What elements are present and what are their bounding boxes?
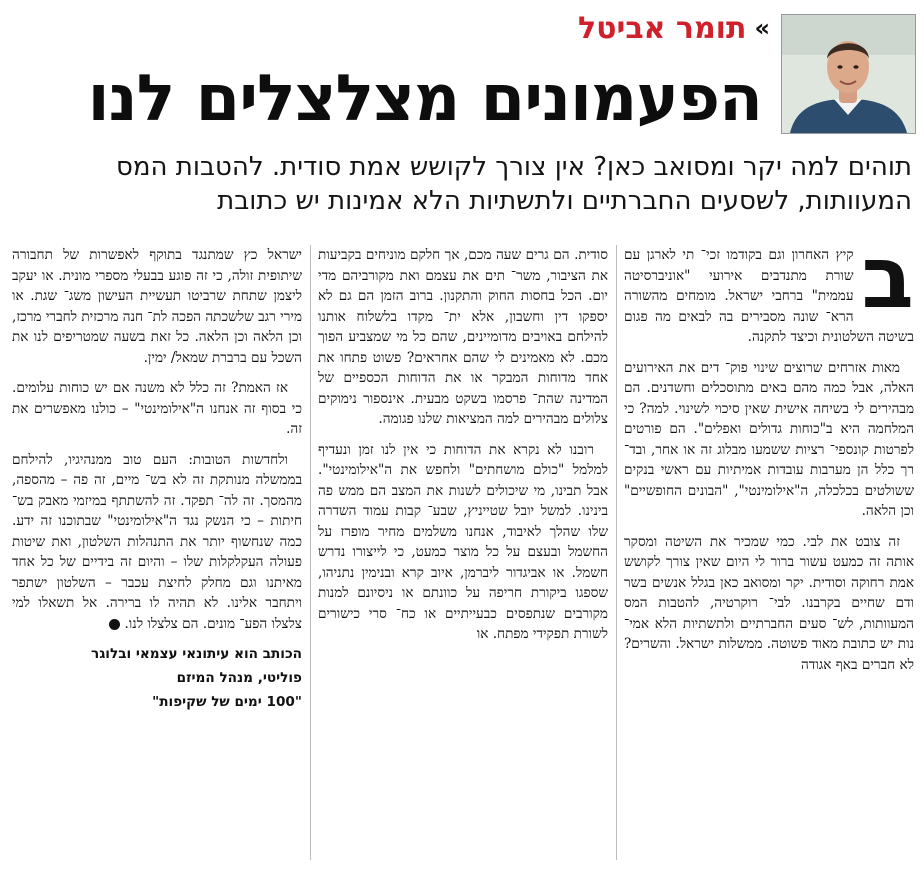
- column-divider: [310, 245, 311, 860]
- headline: הפעמונים מצלצלים לנו: [87, 62, 762, 136]
- paragraph: מאות אזרחים שרוצים שינוי פוק־ דים את האירועים האלה, אבל כמה מהם באים מתוסכלים וחשדנים. הם מבהירים לי בשיחה אישית שאין סיכוי לשינוי. למה? כי המלחמה היא ב"כוחות גדולים ואפלים". הם פורטים לפרטות קונספי־ רציות ששמעו מבלוג זה או אחר, ובד־ רך כלל הן מערבות עובדות אמיתיות עם ראשי בנקים ששולטים בכלכלה, ה"אילומינטי", "הבונים החופשיים" וכן הלאה.: [624, 359, 914, 519]
- article-body: [12, 245, 914, 860]
- paragraph: [624, 245, 914, 348]
- article-column-3: [12, 245, 302, 860]
- paragraph: רובנו לא נקרא את הדוחות כי אין לנו זמן ונעדיף למלמל "כולם מושחתים" ולחפש את ה"אילומינטי". אבל תבינו, מי שיכולים לשנות את המצב הם ממש פה בינינו. למשל יובל שטייניץ, שבע־ קבות עמוד השדרה שלו שהלך לאיבוד, אנחנו משלמים מחיר מופרז על החשמל ובעצם על כל מוצר כמעט, כי לייצורו נדרש חשמל. או אביגדור ליברמן, איוב קרא ובנימין נתניהו, שספגו ביקורת חריפה על כוונתם או ניסיונם למנות מקורבים שנתפסים כבעייתיים או כח־ סרי כישורים לשורת תפקידי מפתח. או: [318, 441, 608, 642]
- paragraph: [12, 450, 302, 635]
- author-note: [12, 642, 302, 714]
- paragraph-text: קיץ האחרון וגם בקודמו זכי־ תי לארגן עם שורת מתנדבים אירועי "אוניברסיטה עממית" ברחבי ישראל. מומחים מהשורה הרא־ שונה מסבירים בה לבאים מה פגום בשיטה השלטונית וכיצד לתקנה.: [624, 247, 914, 345]
- author-note-line: פוליטי, מנהל המיזם: [176, 670, 302, 686]
- end-bullet-icon: [109, 619, 120, 630]
- column-divider: [616, 245, 617, 860]
- author-name: תומר אביטל: [577, 10, 747, 46]
- byline: [578, 10, 766, 46]
- paragraph-text: ולחדשות הטובות: העם טוב ממנהיגיו, להילחם בממשלה מנותקת זה לא בש־ מיים, זה פה – מהספה, מהמסך. זה לה־ תפקד. זה להשתתף במיזמי מאבק בש־ חיתות – כי הנשק נגד ה"אילומינטי" שבתוכנו זה ידע. כמה שנחשוף יותר את התנהלות השלטון, ואת שיטות פעולה העקלקלות שלו – והיום זה בידיים של כל אחד מאיתנו וגם מחלק לחיצת עכבר – השלטון ישתפר ויתחבר אלינו. לא תהיה לו ברירה. אל תשאלו למי צלצלו הפע־ מונים. הם צלצלו לנו.: [12, 451, 302, 632]
- author-note-line: הכותב הוא עיתונאי עצמאי ובלוגר: [91, 646, 302, 662]
- article-column-2: [318, 245, 608, 860]
- author-photo: [781, 14, 916, 134]
- paragraph: ישראל כץ שמתנגד בתוקף לאפשרות של תחבורה שיתופית זולה, כי זה פוגע בבעלי מספרי מונית. או יעקב ליצמן שתחת שרביטו תעשיית העישון משג־ שגת. או מירי רגב שלשכתה הפכה לת־ חנה מרכזית לחברי מרכז, וכן הלאה וכן הלאה. כל זאת בשעה שמטריפים לנו את השכל עם ברברת שמאל/ ימין.: [12, 247, 302, 366]
- paragraph: זה צובט את לבי. כמי שמכיר את השיטה ומסקר אותה זה כמעט עשור ברור לי היום שאין צורך לקושש אמת רחוקה וסודית. יקר ומסואב כאן בגלל אנשים בשר ודם שחיים בקרבנו. לבי־ רוקרטיה, להטבות המס המעוותות, לש־ סעים החברתיים ולתשתיות הלא אמי־ נות יש כתובת מאוד פשוטה. ממשלות ישראל. והשרים? לא חברים באף אגודה: [624, 533, 914, 673]
- drop-cap: ב: [861, 245, 914, 328]
- paragraph: אז האמת? זה כלל לא משנה אם יש כוחות עלומים. כי בסוף זה אנחנו ה"אילומינטי" – כולנו מאפשרים את זה.: [12, 380, 302, 437]
- paragraph: סודית. הם גרים שעה מכם, אך חלקם מוניחים בקביעות את הציבור, משר־ תים את עצמם ואת מקורביהם מדי יום. הכל בחסות החוק והתקנון. ברוב הזמן הם גם לא יספקו דין וחשבון, אלא ית־ מקדו בלשלוח אותנו להילחם באויבים מדומיינים, שהם כל מי שמצביע הפוך מכם. לא מאמינים לי שהם אחראים? פשוט פתחו את אחד מדוחות המבקר או את הדוחות הכספיים של המדינה שהת־ פרסמו בשקט מבעית. אינספור נימוקים צלולים מבהירים למה המציאות שלנו פגומה.: [318, 247, 608, 427]
- double-chevron-icon: »: [754, 14, 766, 42]
- deck-subtitle: תוהים למה יקר ומסואב כאן? אין צורך לקושש אמת סודית. להטבות המס המעוותות, לשסעים החברתיים ולתשתיות הלא אמינות יש כתובת: [116, 152, 912, 216]
- author-portrait-icon: [782, 15, 915, 133]
- author-note-line: "100 ימים של שקיפות": [152, 694, 302, 710]
- article-column-1: [624, 245, 914, 860]
